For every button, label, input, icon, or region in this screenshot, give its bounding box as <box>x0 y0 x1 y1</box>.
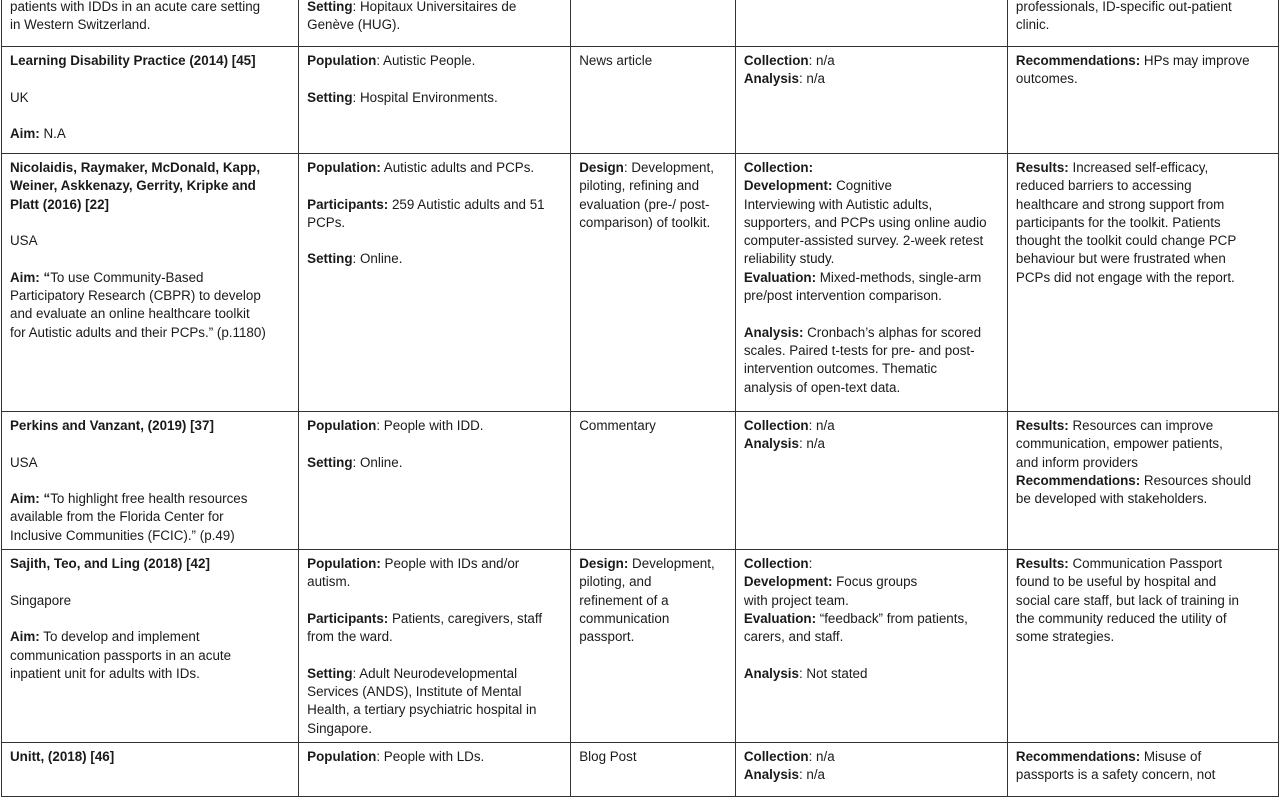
table-row <box>2 0 1279 47</box>
cell-text-line <box>744 417 999 435</box>
cell-text-line <box>744 250 999 268</box>
plain-text: some strategies. <box>1015 629 1115 645</box>
plain-text: communication, empower patients, <box>1015 436 1223 452</box>
population-cell <box>299 412 571 550</box>
paragraph-gap <box>307 232 562 250</box>
plain-text: : Not stated <box>798 665 868 681</box>
paragraph-gap <box>307 435 562 453</box>
cell-text-line <box>1016 250 1270 268</box>
plain-text: 259 Autistic adults and 51 <box>388 196 545 212</box>
cell-text-line <box>579 592 727 610</box>
cell-text-line <box>307 250 562 268</box>
population-cell <box>299 743 571 797</box>
plain-text: thought the toolkit could change PCP <box>1015 233 1237 249</box>
population-cell <box>299 550 571 743</box>
cell-text-line <box>10 16 290 34</box>
cell-text-line <box>1016 177 1270 195</box>
plain-text: Singapore. <box>307 720 372 736</box>
cell-text-line <box>579 748 727 766</box>
plain-text: : n/a <box>808 749 835 765</box>
design-cell <box>571 550 736 743</box>
plain-text: : n/a <box>798 436 826 452</box>
plain-text: reduced barriers to accessing <box>1015 178 1192 194</box>
plain-text: : Development, <box>623 160 714 175</box>
cell-text-line <box>744 665 999 683</box>
plain-text: : n/a <box>808 53 835 68</box>
study-cell <box>2 412 299 550</box>
plain-text: : People with IDD. <box>376 418 484 433</box>
plain-text: and evaluate an online healthcare toolkit <box>10 306 250 322</box>
bold-label: Results: <box>1015 556 1069 572</box>
cell-text-line <box>10 159 290 177</box>
paragraph-gap <box>10 610 290 628</box>
plain-text: pre/post intervention comparison. <box>743 288 942 304</box>
plain-text: available from the Florida Center for <box>10 509 224 525</box>
table-row <box>2 743 1279 797</box>
plain-text: USA <box>10 233 38 249</box>
bold-label: Aim: “ <box>10 491 51 507</box>
cell-text-line <box>744 748 999 766</box>
plain-text: social care staff, but lack of training in <box>1015 592 1239 608</box>
plain-text: Communication Passport <box>1068 556 1223 572</box>
plain-text: professionals, ID-specific out-patient <box>1015 0 1232 14</box>
plain-text: evaluation (pre-/ post- <box>579 196 710 212</box>
cell-text-line <box>744 159 999 177</box>
bold-label: Participants: <box>307 196 389 212</box>
plain-text: clinic. <box>1015 17 1050 33</box>
bold-label: Development: <box>743 178 833 194</box>
cell-text-line <box>1016 435 1270 453</box>
cell-text-line <box>579 196 727 214</box>
bold-label: Population <box>307 418 377 433</box>
cell-text-line <box>307 720 562 738</box>
cell-text-line <box>307 52 562 70</box>
bold-label: Aim: <box>10 629 40 645</box>
design-cell <box>571 412 736 550</box>
cell-text-line <box>307 16 562 34</box>
cell-text-line <box>744 610 999 628</box>
bold-label: Collection <box>743 418 809 433</box>
cell-text-line <box>10 490 290 508</box>
cell-text-line <box>744 342 999 360</box>
bold-label: Design <box>579 160 624 175</box>
bold-label: Population: <box>307 556 381 572</box>
study-cell <box>2 550 299 743</box>
cell-text-line <box>307 683 562 701</box>
methods-cell <box>735 154 1007 412</box>
cell-text-line <box>307 89 562 107</box>
design-cell <box>571 154 736 412</box>
bold-label: Collection <box>743 53 809 68</box>
bold-label: Recommendations: <box>1015 749 1141 765</box>
paragraph-gap <box>744 647 999 665</box>
cell-text-line <box>1016 592 1270 610</box>
cell-text-line <box>1016 159 1270 177</box>
plain-text: N.A <box>39 126 66 142</box>
cell-text-line <box>307 196 562 214</box>
paragraph-gap <box>307 70 562 88</box>
cell-text-line <box>579 417 727 435</box>
bold-label: Weiner, Askkenazy, Gerrity, Kripke and <box>10 178 256 194</box>
plain-text: found to be useful by hospital and <box>1015 574 1217 590</box>
paragraph-gap <box>10 250 290 268</box>
population-cell <box>299 0 571 47</box>
plain-text: autism. <box>307 574 351 590</box>
plain-text: carers, and staff. <box>743 629 844 645</box>
cell-text-line <box>10 592 290 610</box>
cell-text-line <box>1016 490 1270 508</box>
cell-text-line <box>10 89 290 107</box>
cell-text-line <box>1016 16 1270 34</box>
study-cell <box>2 0 299 47</box>
cell-text-line <box>744 360 999 378</box>
plain-text: healthcare and strong support from <box>1015 196 1225 212</box>
bold-label: Nicolaidis, Raymaker, McDonald, Kapp, <box>10 160 261 175</box>
plain-text: PCPs did not engage with the report. <box>1015 269 1235 285</box>
cell-text-line <box>744 269 999 287</box>
cell-text-line <box>307 0 562 16</box>
plain-text: behaviour but were frustrated when <box>1015 251 1226 267</box>
plain-text: Patients, caregivers, staff <box>388 610 543 626</box>
plain-text: reliability study. <box>743 251 835 267</box>
cell-text-line <box>10 417 290 435</box>
plain-text: outcomes. <box>1015 71 1078 87</box>
paragraph-gap <box>10 573 290 591</box>
plain-text: Mixed-methods, single-arm <box>816 269 982 285</box>
plain-text: Interviewing with Autistic adults, <box>743 196 933 212</box>
bold-label: Recommendations: <box>1015 472 1141 488</box>
cell-text-line <box>10 0 290 16</box>
plain-text: : Hopitaux Universitaires de <box>352 0 517 14</box>
plain-text: Focus groups <box>832 574 918 590</box>
plain-text: : n/a <box>798 767 826 783</box>
cell-text-line <box>307 159 562 177</box>
cell-text-line <box>744 628 999 646</box>
plain-text: : Hospital Environments. <box>352 89 498 105</box>
plain-text: Genève (HUG). <box>307 17 401 33</box>
plain-text: Commentary <box>579 418 656 433</box>
cell-text-line <box>10 527 290 545</box>
bold-label: Design: <box>579 556 629 572</box>
bold-label: Setting <box>307 0 353 14</box>
plain-text: : Autistic People. <box>376 53 476 68</box>
bold-label: Setting <box>307 665 353 681</box>
cell-text-line <box>1016 269 1270 287</box>
plain-text: Resources can improve <box>1068 418 1214 433</box>
plain-text: and inform providers <box>1015 454 1138 470</box>
plain-text: Misuse of <box>1140 749 1202 765</box>
cell-text-line <box>1016 555 1270 573</box>
plain-text: Cronbach’s alphas for scored <box>803 324 982 340</box>
plain-text: : <box>808 556 813 572</box>
plain-text: the community reduced the utility of <box>1015 610 1227 626</box>
findings-cell <box>1007 0 1278 47</box>
review-table <box>1 0 1279 797</box>
plain-text: Development, <box>628 556 715 572</box>
bold-label: Analysis: <box>743 324 804 340</box>
cell-text-line <box>744 70 999 88</box>
cell-text-line <box>307 701 562 719</box>
cell-text-line <box>579 52 727 70</box>
cell-text-line <box>744 573 999 591</box>
bold-label: Participants: <box>307 610 389 626</box>
cell-text-line <box>744 435 999 453</box>
findings-cell <box>1007 743 1278 797</box>
findings-cell <box>1007 412 1278 550</box>
bold-label: Analysis <box>743 71 799 87</box>
cell-text-line <box>307 665 562 683</box>
cell-text-line <box>1016 766 1270 784</box>
cell-text-line <box>10 555 290 573</box>
bold-label: Analysis <box>743 436 799 452</box>
paragraph-gap <box>307 177 562 195</box>
plain-text: HPs may improve <box>1140 53 1250 68</box>
cell-text-line <box>579 628 727 646</box>
cell-text-line <box>307 214 562 232</box>
cell-text-line <box>579 159 727 177</box>
table-row <box>2 550 1279 743</box>
plain-text: for Autistic adults and their PCPs.” (p.1180) <box>10 324 266 340</box>
cell-text-line <box>1016 196 1270 214</box>
design-cell <box>571 47 736 154</box>
study-cell <box>2 743 299 797</box>
bold-label: Aim: “ <box>10 269 51 285</box>
cell-text-line <box>10 269 290 287</box>
cell-text-line <box>307 555 562 573</box>
cell-text-line <box>1016 748 1270 766</box>
cell-text-line <box>307 573 562 591</box>
plain-text: PCPs. <box>307 214 346 230</box>
bold-label: Collection: <box>743 160 814 175</box>
cell-text-line <box>10 232 290 250</box>
paragraph-gap <box>744 305 999 323</box>
bold-label: Recommendations: <box>1015 53 1141 68</box>
cell-text-line <box>10 628 290 646</box>
cell-text-line <box>579 610 727 628</box>
plain-text: in Western Switzerland. <box>10 17 151 33</box>
paragraph-gap <box>10 70 290 88</box>
bold-label: Setting <box>307 89 353 105</box>
plain-text: supporters, and PCPs using online audio <box>743 214 987 230</box>
plain-text: Participatory Research (CBPR) to develop <box>10 288 261 304</box>
population-cell <box>299 154 571 412</box>
cell-text-line <box>10 196 290 214</box>
plain-text: Resources should <box>1140 472 1252 488</box>
cell-text-line <box>744 196 999 214</box>
cell-text-line <box>1016 628 1270 646</box>
bold-label: Population <box>307 749 377 765</box>
findings-cell <box>1007 154 1278 412</box>
plain-text: UK <box>10 89 29 105</box>
bold-label: Results: <box>1015 160 1069 175</box>
cell-text-line <box>744 52 999 70</box>
cell-text-line <box>307 610 562 628</box>
bold-label: Evaluation: <box>743 610 817 626</box>
plain-text: refinement of a <box>579 592 669 608</box>
paragraph-gap <box>307 592 562 610</box>
table-row <box>2 47 1279 154</box>
table-row <box>2 412 1279 550</box>
plain-text: People with IDs and/or <box>380 556 520 572</box>
cell-text-line <box>10 52 290 70</box>
plain-text: : Online. <box>352 251 403 267</box>
plain-text: To use Community-Based <box>50 269 204 285</box>
cell-text-line <box>744 766 999 784</box>
bold-label: Results: <box>1015 418 1069 433</box>
plain-text: “feedback” from patients, <box>816 610 968 626</box>
plain-text: with project team. <box>743 592 849 608</box>
cell-text-line <box>10 647 290 665</box>
plain-text: To develop and implement <box>39 629 200 645</box>
cell-text-line <box>1016 0 1270 16</box>
plain-text: : People with LDs. <box>376 749 485 765</box>
methods-cell <box>735 47 1007 154</box>
design-cell <box>571 0 736 47</box>
population-cell <box>299 47 571 154</box>
plain-text: scales. Paired t-tests for pre- and post- <box>743 342 975 358</box>
plain-text: patients with IDDs in an acute care setting <box>10 0 261 14</box>
cell-text-line <box>744 177 999 195</box>
bold-label: Unitt, (2018) [46] <box>10 749 115 765</box>
methods-cell <box>735 412 1007 550</box>
cell-text-line <box>10 287 290 305</box>
plain-text: : Online. <box>352 454 403 470</box>
design-cell <box>571 743 736 797</box>
methods-cell <box>735 550 1007 743</box>
paragraph-gap <box>10 472 290 490</box>
findings-cell <box>1007 550 1278 743</box>
bold-label: Evaluation: <box>743 269 817 285</box>
paragraph-gap <box>10 107 290 125</box>
plain-text: Inclusive Communities (FCIC).” (p.49) <box>10 527 235 543</box>
plain-text: passport. <box>579 629 635 645</box>
cell-text-line <box>744 555 999 573</box>
cell-text-line <box>1016 214 1270 232</box>
cell-text-line <box>307 417 562 435</box>
plain-text: piloting, and <box>579 574 652 590</box>
plain-text: comparison) of toolkit. <box>579 214 711 230</box>
cell-text-line <box>744 592 999 610</box>
plain-text: News article <box>579 53 653 68</box>
cell-text-line <box>10 748 290 766</box>
cell-text-line <box>1016 472 1270 490</box>
plain-text: Autistic adults and PCPs. <box>380 160 535 175</box>
paragraph-gap <box>10 435 290 453</box>
plain-text: Blog Post <box>579 749 637 765</box>
cell-text-line <box>1016 417 1270 435</box>
bold-label: Perkins and Vanzant, (2019) [37] <box>10 418 214 433</box>
bold-label: Collection <box>743 749 809 765</box>
cell-text-line <box>10 665 290 683</box>
study-cell <box>2 47 299 154</box>
paragraph-gap <box>307 647 562 665</box>
plain-text: from the ward. <box>307 629 393 645</box>
plain-text: Health, a tertiary psychiatric hospital in <box>307 702 537 718</box>
plain-text: : n/a <box>808 418 835 433</box>
cell-text-line <box>10 125 290 143</box>
plain-text: : n/a <box>798 71 826 87</box>
cell-text-line <box>10 324 290 342</box>
methods-cell <box>735 743 1007 797</box>
plain-text: Cognitive <box>832 178 892 194</box>
plain-text: communication <box>579 610 670 626</box>
cell-text-line <box>1016 454 1270 472</box>
cell-text-line <box>1016 232 1270 250</box>
cell-text-line <box>744 232 999 250</box>
plain-text: Singapore <box>10 592 72 608</box>
cell-text-line <box>1016 610 1270 628</box>
plain-text: Services (ANDS), Institute of Mental <box>307 684 522 700</box>
cell-text-line <box>1016 52 1270 70</box>
cell-text-line <box>579 573 727 591</box>
plain-text: be developed with stakeholders. <box>1015 491 1208 507</box>
bold-label: Setting <box>307 454 353 470</box>
plain-text: Increased self-efficacy, <box>1068 160 1209 175</box>
cell-text-line <box>1016 573 1270 591</box>
cell-text-line <box>307 748 562 766</box>
plain-text: inpatient unit for adults with IDs. <box>10 665 200 681</box>
plain-text: USA <box>10 454 38 470</box>
bold-label: Analysis <box>743 767 799 783</box>
plain-text: passports is a safety concern, not <box>1015 767 1216 783</box>
cell-text-line <box>744 287 999 305</box>
review-table-body <box>2 0 1279 797</box>
cell-text-line <box>744 214 999 232</box>
cell-text-line <box>307 628 562 646</box>
findings-cell <box>1007 47 1278 154</box>
plain-text: intervention outcomes. Thematic <box>743 361 938 377</box>
cell-text-line <box>10 177 290 195</box>
plain-text: : Adult Neurodevelopmental <box>352 665 518 681</box>
cell-text-line <box>10 305 290 323</box>
study-cell <box>2 154 299 412</box>
bold-label: Platt (2016) [22] <box>10 196 109 212</box>
plain-text: piloting, refining and <box>579 178 700 194</box>
cell-text-line <box>744 379 999 397</box>
paragraph-gap <box>10 214 290 232</box>
cell-text-line <box>744 324 999 342</box>
plain-text: analysis of open-text data. <box>743 379 901 395</box>
bold-label: Population <box>307 53 377 68</box>
bold-label: Sajith, Teo, and Ling (2018) [42] <box>10 556 210 572</box>
cell-text-line <box>579 555 727 573</box>
cell-text-line <box>10 454 290 472</box>
bold-label: Development: <box>743 574 833 590</box>
bold-label: Setting <box>307 251 353 267</box>
methods-cell <box>735 0 1007 47</box>
bold-label: Collection <box>743 556 809 572</box>
cell-text-line <box>10 508 290 526</box>
bold-label: Learning Disability Practice (2014) [45] <box>10 53 256 68</box>
bold-label: Population: <box>307 160 381 175</box>
plain-text: computer-assisted survey. 2-week retest <box>743 233 984 249</box>
plain-text: communication passports in an acute <box>10 647 232 663</box>
plain-text: To highlight free health resources <box>50 491 248 507</box>
plain-text: participants for the toolkit. Patients <box>1015 214 1221 230</box>
cell-text-line <box>579 214 727 232</box>
table-row <box>2 154 1279 412</box>
bold-label: Aim: <box>10 126 40 142</box>
cell-text-line <box>307 454 562 472</box>
bold-label: Analysis <box>743 665 799 681</box>
cell-text-line <box>579 177 727 195</box>
cell-text-line <box>1016 70 1270 88</box>
